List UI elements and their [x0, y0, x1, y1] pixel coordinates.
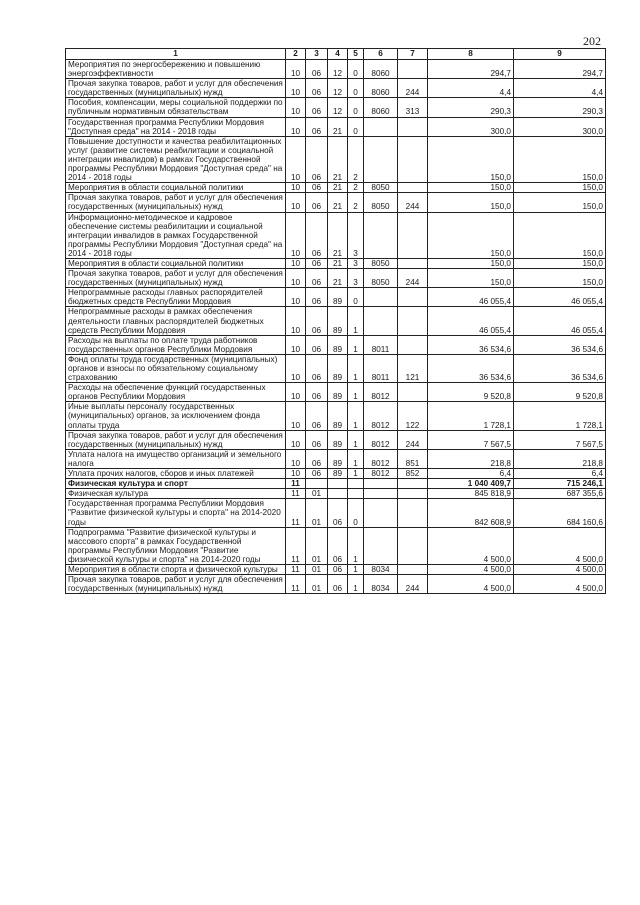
program-code: 89: [328, 469, 348, 479]
subsection-code: 06: [306, 60, 328, 79]
direction-code: 8050: [364, 269, 398, 288]
amount-col-8: 150,0: [428, 269, 514, 288]
table-row: [66, 402, 606, 430]
table-row: [66, 212, 606, 258]
subsection-code: 01: [306, 527, 328, 564]
subsection-code: 01: [306, 575, 328, 594]
amount-col-9: 36 534,6: [514, 335, 606, 354]
subprogram-code: 1: [348, 354, 364, 382]
amount-col-8: 150,0: [428, 136, 514, 182]
item-name: Государственная программа Республики Мордовия "Развитие физической культуры и спорта" на 2014-2020 годы: [66, 499, 286, 527]
amount-col-9: 4 500,0: [514, 564, 606, 574]
table-row: [66, 489, 606, 499]
expense-type-code: 244: [398, 79, 428, 98]
page-number: 202: [583, 34, 601, 48]
amount-col-9: 150,0: [514, 183, 606, 193]
table-row: [66, 335, 606, 354]
subsection-code: [306, 479, 328, 489]
amount-col-8: 6,4: [428, 469, 514, 479]
amount-col-9: 36 534,6: [514, 354, 606, 382]
item-name: Физическая культура: [66, 489, 286, 499]
item-name: Расходы на выплаты по оплате труда работников государственных органов Республики Мордовия: [66, 335, 286, 354]
subprogram-code: 0: [348, 60, 364, 79]
table-row: [66, 79, 606, 98]
program-code: 21: [328, 183, 348, 193]
amount-col-8: 4 500,0: [428, 564, 514, 574]
amount-col-8: 294,7: [428, 60, 514, 79]
amount-col-9: 150,0: [514, 258, 606, 268]
table-row: [66, 527, 606, 564]
expense-type-code: [398, 383, 428, 402]
section-code: 10: [286, 402, 306, 430]
table-row: [66, 193, 606, 212]
program-code: [328, 479, 348, 489]
table-row: [66, 383, 606, 402]
table-row: [66, 117, 606, 136]
direction-code: [364, 499, 398, 527]
amount-col-8: 842 608,9: [428, 499, 514, 527]
amount-col-8: 4 500,0: [428, 575, 514, 594]
table-row: [66, 60, 606, 79]
subsection-code: 06: [306, 469, 328, 479]
amount-col-9: 150,0: [514, 212, 606, 258]
program-code: 89: [328, 449, 348, 468]
amount-col-9: 4 500,0: [514, 575, 606, 594]
amount-col-8: 300,0: [428, 117, 514, 136]
section-code: 10: [286, 60, 306, 79]
column-header: 4: [328, 49, 348, 60]
section-code: 11: [286, 575, 306, 594]
program-code: 89: [328, 430, 348, 449]
amount-col-9: 46 055,4: [514, 307, 606, 335]
column-header: 8: [428, 49, 514, 60]
program-code: 06: [328, 564, 348, 574]
direction-code: [364, 136, 398, 182]
direction-code: 8034: [364, 564, 398, 574]
subsection-code: 06: [306, 79, 328, 98]
item-name: Подпрограмма "Развитие физической культуры и массового спорта" в рамках Государственной программы Республики Мордовия "Развитие физической культуры и спорта" на 2014-2020 годы: [66, 527, 286, 564]
direction-code: 8012: [364, 383, 398, 402]
program-code: 12: [328, 60, 348, 79]
section-code: 10: [286, 335, 306, 354]
amount-col-8: 46 055,4: [428, 288, 514, 307]
subsection-code: 06: [306, 136, 328, 182]
direction-code: 8011: [364, 335, 398, 354]
direction-code: [364, 479, 398, 489]
expense-type-code: [398, 527, 428, 564]
subprogram-code: 1: [348, 527, 364, 564]
subprogram-code: 1: [348, 449, 364, 468]
direction-code: 8012: [364, 449, 398, 468]
item-name: Непрограммные расходы главных распорядителей бюджетных средств Республики Мордовия: [66, 288, 286, 307]
program-code: 06: [328, 527, 348, 564]
item-name: Прочая закупка товаров, работ и услуг для обеспечения государственных (муниципальных) нужд: [66, 193, 286, 212]
subprogram-code: 0: [348, 98, 364, 117]
subsection-code: 06: [306, 307, 328, 335]
section-code: 10: [286, 193, 306, 212]
program-code: 89: [328, 307, 348, 335]
subsection-code: 06: [306, 212, 328, 258]
subprogram-code: 3: [348, 212, 364, 258]
direction-code: 8012: [364, 430, 398, 449]
amount-col-9: 150,0: [514, 269, 606, 288]
subprogram-code: 0: [348, 79, 364, 98]
budget-table: [65, 48, 606, 594]
amount-col-8: 36 534,6: [428, 335, 514, 354]
amount-col-9: 4,4: [514, 79, 606, 98]
item-name: Расходы на обеспечение функций государственных органов Республики Мордовия: [66, 383, 286, 402]
direction-code: 8034: [364, 575, 398, 594]
expense-type-code: [398, 117, 428, 136]
item-name: Мероприятия в области социальной политики: [66, 258, 286, 268]
item-name: Прочая закупка товаров, работ и услуг для обеспечения государственных (муниципальных) нужд: [66, 79, 286, 98]
expense-type-code: [398, 335, 428, 354]
amount-col-9: 687 355,6: [514, 489, 606, 499]
amount-col-8: 150,0: [428, 212, 514, 258]
amount-col-8: 4,4: [428, 79, 514, 98]
subprogram-code: 2: [348, 136, 364, 182]
amount-col-8: 9 520,8: [428, 383, 514, 402]
subsection-code: 06: [306, 354, 328, 382]
direction-code: 8060: [364, 79, 398, 98]
section-code: 10: [286, 469, 306, 479]
item-name: Мероприятия в области социальной политики: [66, 183, 286, 193]
item-name: Прочая закупка товаров, работ и услуг для обеспечения государственных (муниципальных) нужд: [66, 430, 286, 449]
column-header: 2: [286, 49, 306, 60]
amount-col-9: 46 055,4: [514, 288, 606, 307]
subprogram-code: 0: [348, 499, 364, 527]
expense-type-code: 244: [398, 269, 428, 288]
column-header: 6: [364, 49, 398, 60]
section-code: 10: [286, 98, 306, 117]
subsection-code: 06: [306, 258, 328, 268]
amount-col-9: 290,3: [514, 98, 606, 117]
amount-col-9: 150,0: [514, 136, 606, 182]
subprogram-code: 0: [348, 288, 364, 307]
table-row: [66, 575, 606, 594]
item-name: Иные выплаты персоналу государственных (муниципальных) органов, за исключением фонда оплаты труда: [66, 402, 286, 430]
expense-type-code: [398, 136, 428, 182]
table-row: [66, 354, 606, 382]
section-code: 10: [286, 212, 306, 258]
item-name: Уплата прочих налогов, сборов и иных платежей: [66, 469, 286, 479]
table-row: [66, 479, 606, 489]
program-code: 21: [328, 258, 348, 268]
table-row: [66, 136, 606, 182]
header-row: [66, 49, 606, 60]
amount-col-8: 218,8: [428, 449, 514, 468]
amount-col-9: 684 160,6: [514, 499, 606, 527]
item-name: Информационно-методическое и кадровое обеспечение системы реабилитации и социальной интеграции инвалидов в рамках Государственной программы Республики Мордовия "Доступная среда" на 2014 - 2018 годы: [66, 212, 286, 258]
program-code: 89: [328, 335, 348, 354]
direction-code: 8050: [364, 193, 398, 212]
program-code: 21: [328, 269, 348, 288]
item-name: Уплата налога на имущество организаций и земельного налога: [66, 449, 286, 468]
expense-type-code: 121: [398, 354, 428, 382]
expense-type-code: [398, 564, 428, 574]
expense-type-code: [398, 258, 428, 268]
table-row: [66, 183, 606, 193]
item-name: Фонд оплаты труда государственных (муниципальных) органов и взносы по обязательному социальному страхованию: [66, 354, 286, 382]
direction-code: [364, 117, 398, 136]
table-row: [66, 307, 606, 335]
direction-code: [364, 288, 398, 307]
table-row: [66, 430, 606, 449]
program-code: 89: [328, 402, 348, 430]
section-code: 10: [286, 449, 306, 468]
subprogram-code: 1: [348, 469, 364, 479]
subprogram-code: 2: [348, 193, 364, 212]
table-row: [66, 499, 606, 527]
table-row: [66, 564, 606, 574]
item-name: Физическая культура и спорт: [66, 479, 286, 489]
program-code: 06: [328, 499, 348, 527]
program-code: [328, 489, 348, 499]
expense-type-code: [398, 307, 428, 335]
expense-type-code: [398, 60, 428, 79]
table-row: [66, 288, 606, 307]
subsection-code: 06: [306, 117, 328, 136]
direction-code: 8012: [364, 402, 398, 430]
subprogram-code: [348, 489, 364, 499]
expense-type-code: 244: [398, 193, 428, 212]
subprogram-code: 1: [348, 383, 364, 402]
program-code: 89: [328, 383, 348, 402]
expense-type-code: [398, 479, 428, 489]
item-name: Прочая закупка товаров, работ и услуг для обеспечения государственных (муниципальных) нужд: [66, 269, 286, 288]
direction-code: 8060: [364, 60, 398, 79]
amount-col-9: 6,4: [514, 469, 606, 479]
direction-code: 8060: [364, 98, 398, 117]
amount-col-8: 7 567,5: [428, 430, 514, 449]
item-name: Пособия, компенсации, меры социальной поддержки по публичным нормативным обязательствам: [66, 98, 286, 117]
program-code: 21: [328, 136, 348, 182]
subsection-code: 06: [306, 269, 328, 288]
program-code: 21: [328, 193, 348, 212]
subprogram-code: 1: [348, 575, 364, 594]
amount-col-9: 7 567,5: [514, 430, 606, 449]
amount-col-9: 4 500,0: [514, 527, 606, 564]
subsection-code: 06: [306, 183, 328, 193]
subsection-code: 01: [306, 499, 328, 527]
amount-col-8: 1 040 409,7: [428, 479, 514, 489]
program-code: 89: [328, 288, 348, 307]
subprogram-code: 1: [348, 430, 364, 449]
amount-col-8: 4 500,0: [428, 527, 514, 564]
direction-code: 8050: [364, 258, 398, 268]
expense-type-code: [398, 212, 428, 258]
column-header: 9: [514, 49, 606, 60]
program-code: 12: [328, 98, 348, 117]
direction-code: 8050: [364, 183, 398, 193]
item-name: Повышение доступности и качества реабилитационных услуг (развитие системы реабилитации и социальной интеграции инвалидов) в рамках Государственной программы Республики Мордовия "Доступная среда" на 2014 - 2018 годы: [66, 136, 286, 182]
section-code: 10: [286, 79, 306, 98]
section-code: 11: [286, 499, 306, 527]
amount-col-8: 36 534,6: [428, 354, 514, 382]
expense-type-code: 313: [398, 98, 428, 117]
table-row: [66, 98, 606, 117]
column-header: 3: [306, 49, 328, 60]
subprogram-code: 1: [348, 307, 364, 335]
expense-type-code: [398, 288, 428, 307]
expense-type-code: 852: [398, 469, 428, 479]
item-name: Государственная программа Республики Мордовия "Доступная среда" на 2014 - 2018 годы: [66, 117, 286, 136]
section-code: 10: [286, 136, 306, 182]
section-code: 11: [286, 527, 306, 564]
item-name: Непрограммные расходы в рамках обеспечения деятельности главных распорядителей бюджетных средств Республики Мордовия: [66, 307, 286, 335]
amount-col-9: 218,8: [514, 449, 606, 468]
expense-type-code: [398, 499, 428, 527]
program-code: 21: [328, 212, 348, 258]
amount-col-9: 1 728,1: [514, 402, 606, 430]
program-code: 06: [328, 575, 348, 594]
item-name: Прочая закупка товаров, работ и услуг для обеспечения государственных (муниципальных) нужд: [66, 575, 286, 594]
section-code: 10: [286, 117, 306, 136]
direction-code: [364, 307, 398, 335]
expense-type-code: 122: [398, 402, 428, 430]
amount-col-9: 150,0: [514, 193, 606, 212]
direction-code: [364, 527, 398, 564]
amount-col-8: 1 728,1: [428, 402, 514, 430]
expense-type-code: [398, 183, 428, 193]
section-code: 10: [286, 430, 306, 449]
program-code: 12: [328, 79, 348, 98]
expense-type-code: 244: [398, 575, 428, 594]
amount-col-8: 150,0: [428, 193, 514, 212]
section-code: 10: [286, 288, 306, 307]
amount-col-8: 845 818,9: [428, 489, 514, 499]
expense-type-code: 851: [398, 449, 428, 468]
subprogram-code: 3: [348, 258, 364, 268]
amount-col-8: 150,0: [428, 183, 514, 193]
table-row: [66, 258, 606, 268]
section-code: 10: [286, 354, 306, 382]
subprogram-code: 2: [348, 183, 364, 193]
amount-col-8: 46 055,4: [428, 307, 514, 335]
subsection-code: 01: [306, 564, 328, 574]
direction-code: 8011: [364, 354, 398, 382]
direction-code: [364, 212, 398, 258]
amount-col-8: 290,3: [428, 98, 514, 117]
amount-col-8: 150,0: [428, 258, 514, 268]
table-row: [66, 269, 606, 288]
section-code: 11: [286, 564, 306, 574]
section-code: 10: [286, 307, 306, 335]
subsection-code: 06: [306, 288, 328, 307]
subsection-code: 06: [306, 98, 328, 117]
direction-code: [364, 489, 398, 499]
subprogram-code: 3: [348, 269, 364, 288]
subsection-code: 06: [306, 430, 328, 449]
direction-code: 8012: [364, 469, 398, 479]
subsection-code: 06: [306, 335, 328, 354]
subsection-code: 06: [306, 402, 328, 430]
subprogram-code: 0: [348, 117, 364, 136]
subprogram-code: 1: [348, 564, 364, 574]
program-code: 89: [328, 354, 348, 382]
table-row: [66, 469, 606, 479]
program-code: 21: [328, 117, 348, 136]
section-code: 10: [286, 383, 306, 402]
item-name: Мероприятия по энергосбережению и повышению энергоэффективности: [66, 60, 286, 79]
amount-col-9: 715 246,1: [514, 479, 606, 489]
section-code: 10: [286, 258, 306, 268]
section-code: 11: [286, 479, 306, 489]
column-header: 5: [348, 49, 364, 60]
section-code: 10: [286, 183, 306, 193]
column-header: 7: [398, 49, 428, 60]
subsection-code: 06: [306, 449, 328, 468]
column-header: 1: [66, 49, 286, 60]
amount-col-9: 294,7: [514, 60, 606, 79]
subsection-code: 06: [306, 193, 328, 212]
subprogram-code: [348, 479, 364, 489]
amount-col-9: 9 520,8: [514, 383, 606, 402]
subsection-code: 01: [306, 489, 328, 499]
section-code: 10: [286, 269, 306, 288]
item-name: Мероприятия в области спорта и физической культуры: [66, 564, 286, 574]
expense-type-code: 244: [398, 430, 428, 449]
expense-type-code: [398, 489, 428, 499]
table-row: [66, 449, 606, 468]
amount-col-9: 300,0: [514, 117, 606, 136]
subsection-code: 06: [306, 383, 328, 402]
section-code: 11: [286, 489, 306, 499]
subprogram-code: 1: [348, 335, 364, 354]
subprogram-code: 1: [348, 402, 364, 430]
